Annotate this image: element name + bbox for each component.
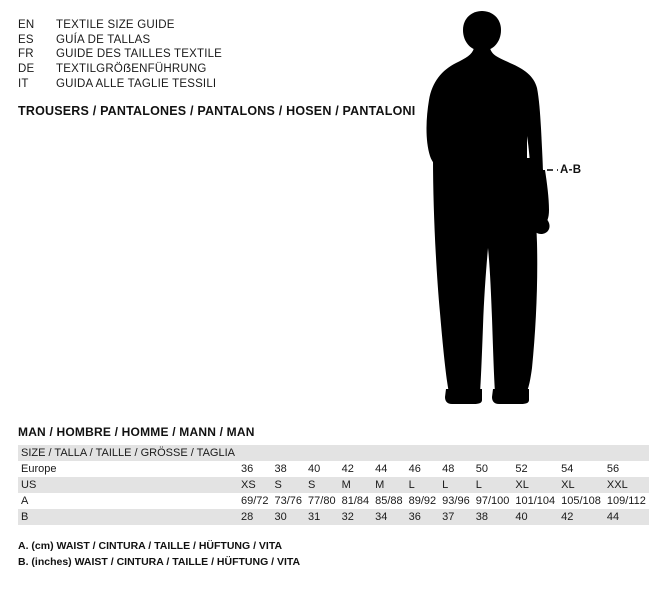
cell: 93/96 [442,495,470,507]
table-row-europe [18,461,649,477]
language-text: GUIDE DES TAILLES TEXTILE [56,48,223,61]
cell: S [272,477,306,493]
cell: 97/100 [475,495,510,507]
language-code: FR [18,48,34,61]
size-table [18,445,649,525]
cell: 50 [475,463,488,475]
cell: XL [512,477,558,493]
note-b: B. (inches) WAIST / CINTURA / TAILLE / HÜFTUNG / VITA [18,555,301,568]
row-label: B [18,509,238,525]
row-label: Europe [21,463,57,475]
cell: 85/88 [375,495,403,507]
language-code: EN [18,19,35,31]
cell: 77/80 [308,495,336,507]
measure-label-ab: A-B [560,164,582,176]
cell: 73/76 [274,495,303,507]
cell: 56 [606,463,620,475]
cell [272,445,306,461]
cell: 31 [305,509,339,525]
table-row-us [18,477,649,493]
cell: XXL [604,477,649,493]
cell: 44 [375,463,388,475]
note-a: A. (cm) WAIST / CINTURA / TAILLE / HÜFTUNG / VITA [18,540,283,552]
table-title: MAN / HOMBRE / HOMME / MANN / MAN [18,425,255,439]
cell: 40 [512,509,558,525]
cell: 101/104 [515,495,556,507]
language-code: IT [18,77,29,90]
cell: 28 [238,509,272,525]
cell: L [406,477,440,493]
cell [339,445,373,461]
cell: 38 [473,509,513,525]
language-text: TEXTILE SIZE GUIDE [56,19,175,31]
table-row-a [18,493,649,509]
cell: M [372,477,406,493]
cell: 69/72 [240,495,269,507]
cell [372,445,406,461]
cell: 34 [372,509,406,525]
cell: XS [238,477,272,493]
cell: 54 [561,463,574,475]
cell [604,445,649,461]
cell: L [439,477,473,493]
cell: 37 [439,509,473,525]
row-label: A [21,495,29,507]
language-text: GUIDA ALLE TAGLIE TESSILI [56,77,217,90]
language-code: DE [18,63,35,76]
cell: 46 [408,463,421,475]
cell: 38 [274,463,287,475]
cell: 109/112 [606,495,646,507]
measurement-notes [18,539,586,571]
table-row-b [18,509,649,525]
cell [406,445,440,461]
cell: 44 [604,509,649,525]
cell: 36 [240,463,254,475]
row-label: US [18,477,238,493]
cell: 42 [341,463,354,475]
cell: 81/84 [341,495,370,507]
cell: L [473,477,513,493]
cell: 40 [308,463,321,475]
table-row-size-header [18,445,649,461]
cell [439,445,473,461]
cell: 36 [406,509,440,525]
cell: 48 [442,463,455,475]
cell: 42 [558,509,604,525]
cell: 30 [272,509,306,525]
language-text: GUÍA DE TALLAS [56,33,151,46]
language-code: ES [18,33,34,46]
figure-illustration [400,8,595,408]
cell: 32 [339,509,373,525]
cell: S [305,477,339,493]
cell [473,445,513,461]
language-text: TEXTILGRÖẞENFÜHRUNG [56,63,207,76]
section-title: TROUSERS / PANTALONES / PANTALONS / HOSEN / PANTALONI [18,103,416,118]
cell [305,445,339,461]
cell [512,445,558,461]
cell [558,445,604,461]
cell: M [339,477,373,493]
row-label: SIZE / TALLA / TAILLE / GRÖSSE / TAGLIA [18,445,238,461]
cell: 52 [515,463,528,475]
size-table-area [18,425,646,571]
cell [238,445,272,461]
cell: 105/108 [561,495,601,507]
cell: XL [558,477,604,493]
male-figure-silhouette-icon [400,8,595,408]
cell: 89/92 [408,495,437,507]
